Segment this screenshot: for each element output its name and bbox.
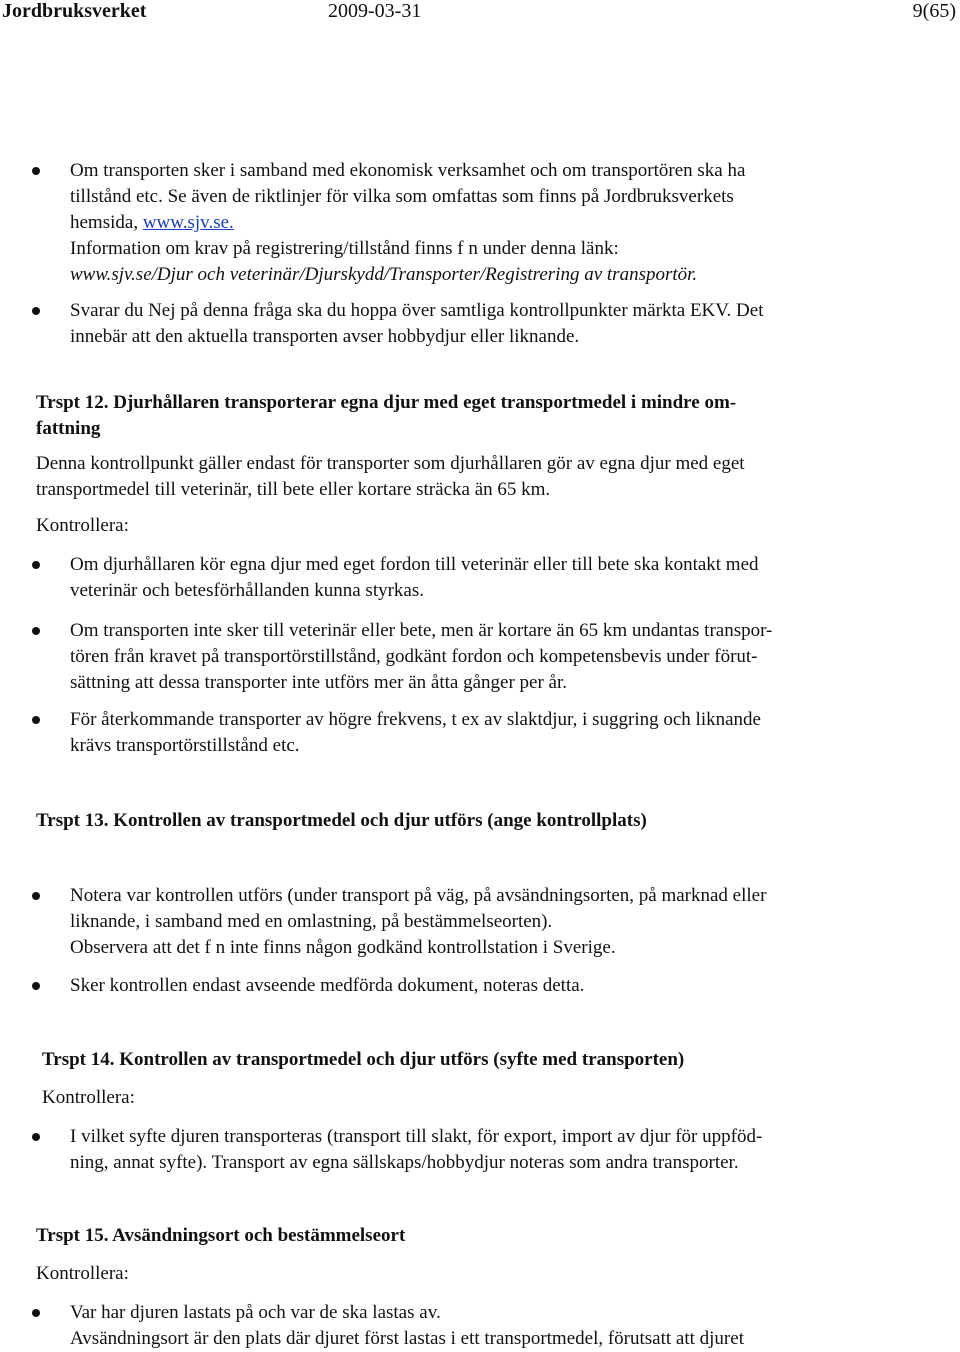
text-line: Avsändningsort är den plats där djuret först lastas i ett transportmedel, förutsatt att djuret [70, 1328, 744, 1349]
list-item [70, 552, 930, 604]
text-line: Notera var kontrollen utförs (under transport på väg, på avsändningsorten, på marknad eller [70, 885, 767, 906]
list-item [70, 973, 930, 999]
text-fragment: hemsida, [70, 212, 143, 233]
list-item [70, 158, 930, 288]
text-line: krävs transportörstillstånd etc. [70, 735, 300, 756]
text-line: Denna kontrollpunkt gäller endast för transporter som djurhållaren gör av egna djur med eget [36, 453, 745, 474]
text-line: Svarar du Nej på denna fråga ska du hoppa över samtliga kontrollpunkter märkta EKV. Det [70, 300, 764, 321]
text-line: veterinär och betesförhållanden kunna styrkas. [70, 580, 425, 601]
heading-line: Trspt 12. Djurhållaren transporterar egna djur med eget transportmedel i mindre om- [36, 392, 737, 413]
section-description [36, 451, 916, 503]
list-item [70, 1124, 930, 1176]
header-date: 2009-03-31 [328, 0, 422, 22]
bullet-icon [32, 892, 40, 900]
list-item [70, 618, 930, 696]
check-label: Kontrollera: [42, 1087, 135, 1108]
list-item [70, 707, 930, 759]
bullet-icon [32, 561, 40, 569]
text-line: sättning att dessa transporter inte utförs mer än åtta gånger per år. [70, 672, 567, 693]
header-page-number: 9(65) [912, 0, 956, 22]
text-line: innebär att den aktuella transporten avser hobbydjur eller liknande. [70, 326, 580, 347]
heading-line: fattning [36, 418, 101, 439]
text-line: Var har djuren lastats på och var de ska lastas av. [70, 1302, 441, 1323]
bullet-icon [32, 1309, 40, 1317]
section-heading-trspt14: Trspt 14. Kontrollen av transportmedel och djur utförs (syfte med transporten) [42, 1049, 685, 1070]
bullet-icon [32, 307, 40, 315]
section-heading-trspt15: Trspt 15. Avsändningsort och bestämmelseort [36, 1225, 406, 1246]
text-line: Om transporten sker i samband med ekonomisk verksamhet och om transportören ska ha [70, 160, 746, 181]
text-line: Om transporten inte sker till veterinär eller bete, men är kortare än 65 km undantas transpor- [70, 620, 773, 641]
check-label: Kontrollera: [36, 515, 129, 536]
bullet-icon [32, 1133, 40, 1141]
page-header [0, 0, 960, 30]
list-item [70, 1300, 930, 1352]
text-line: Observera att det f n inte finns någon godkänd kontrollstation i Sverige. [70, 937, 616, 958]
text-line: transportmedel till veterinär, till bete eller kortare sträcka än 65 km. [36, 479, 551, 500]
text-line: Sker kontrollen endast avseende medförda dokument, noteras detta. [70, 975, 585, 996]
section-heading-trspt12 [36, 390, 916, 442]
text-line: tören från kravet på transportörstillstånd, godkänt fordon och kompetensbevis under förut- [70, 646, 758, 667]
registration-url-text: www.sjv.se/Djur och veterinär/Djurskydd/Transporter/Registrering av transportör. [70, 264, 698, 285]
text-line: Om djurhållaren kör egna djur med eget fordon till veterinär eller till bete ska kontakt med [70, 554, 759, 575]
sjv-link[interactable]: www.sjv.se [142, 212, 230, 233]
bullet-icon [32, 627, 40, 635]
header-organization: Jordbruksverket [2, 0, 147, 22]
list-item [70, 298, 930, 350]
section-heading-trspt13: Trspt 13. Kontrollen av transportmedel och djur utförs (ange kontrollplats) [36, 810, 647, 831]
bullet-icon [32, 167, 40, 175]
text-line: För återkommande transporter av högre frekvens, t ex av slaktdjur, i suggring och liknande [70, 709, 761, 730]
text-line [70, 210, 930, 236]
list-item [70, 883, 930, 961]
text-line: I vilket syfte djuren transporteras (transport till slakt, för export, import av djur för uppföd- [70, 1126, 763, 1147]
text-fragment: . [229, 212, 234, 233]
text-line: ning, annat syfte). Transport av egna sällskaps/hobbydjur noteras som andra transporter. [70, 1152, 739, 1173]
text-line: Information om krav på registrering/tillstånd finns f n under denna länk: [70, 238, 619, 259]
bullet-icon [32, 982, 40, 990]
check-label: Kontrollera: [36, 1263, 129, 1284]
bullet-icon [32, 716, 40, 724]
text-line: tillstånd etc. Se även de riktlinjer för vilka som omfattas som finns på Jordbruksverkets [70, 186, 734, 207]
text-line: liknande, i samband med en omlastning, på bestämmelseorten). [70, 911, 553, 932]
